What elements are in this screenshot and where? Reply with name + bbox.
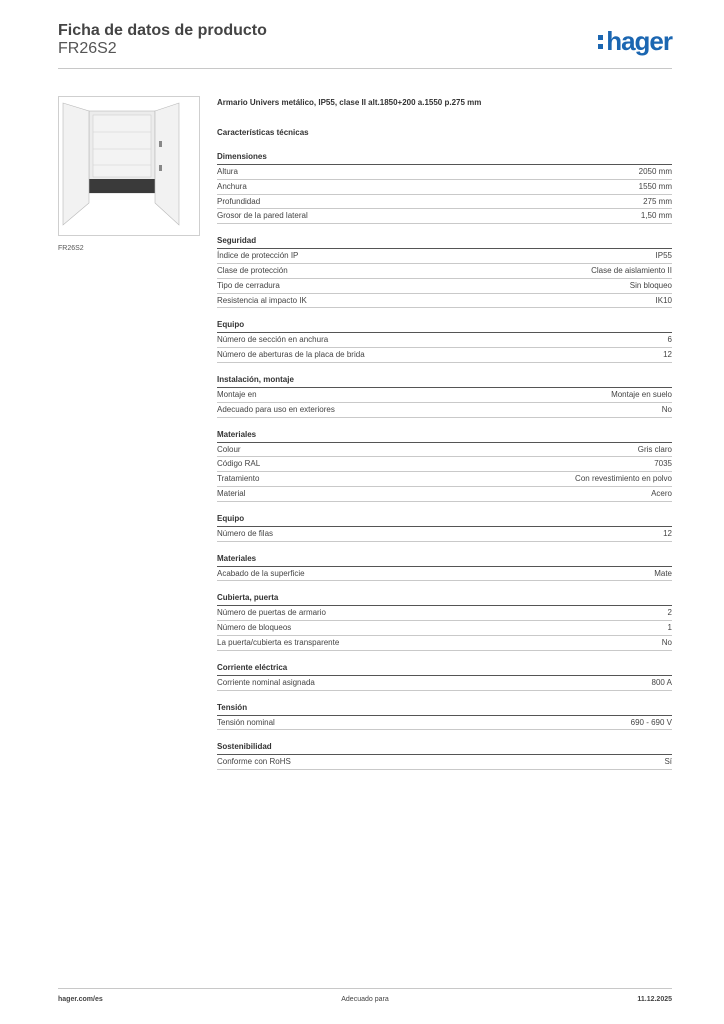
spec-row: [217, 195, 672, 210]
spec-sections: [217, 150, 672, 770]
spec-value: 2: [667, 608, 672, 618]
spec-row: [217, 457, 672, 472]
header-divider: [58, 68, 672, 69]
spec-row: [217, 403, 672, 418]
spec-label: Altura: [217, 167, 238, 176]
spec-row: [217, 443, 672, 458]
section-title: Materiales: [217, 428, 672, 443]
spec-value: 690 - 690 V: [630, 717, 672, 727]
image-caption: FR26S2: [58, 245, 84, 252]
spec-value: Gris claro: [637, 444, 672, 454]
spec-value: 12: [663, 528, 672, 538]
technical-characteristics-heading: Características técnicas: [217, 128, 309, 137]
spec-row: [217, 294, 672, 309]
spec-value: 1550 mm: [638, 181, 672, 191]
spec-value: Mate: [654, 568, 672, 578]
spec-value: 1,50 mm: [640, 211, 672, 221]
section-title: Cubierta, puerta: [217, 591, 672, 606]
spec-row: [217, 606, 672, 621]
spec-label: Profundidad: [217, 196, 261, 206]
product-code: FR26S2: [58, 40, 117, 57]
spec-row: [217, 388, 672, 403]
spec-label: Tratamiento: [217, 474, 260, 484]
spec-row: [217, 333, 672, 348]
cabinet-illustration-icon: [59, 97, 199, 235]
section-title: Seguridad: [217, 234, 672, 249]
spec-label: Conforme con RoHS: [217, 757, 291, 767]
spec-row: [217, 527, 672, 542]
spec-label: Adecuado para uso en exteriores: [217, 404, 335, 414]
section-title: Materiales: [217, 552, 672, 567]
spec-label: Código RAL: [217, 459, 261, 469]
section-title: Instalación, montaje: [217, 373, 672, 388]
spec-row: [217, 621, 672, 636]
spec-value: Sin bloqueo: [629, 280, 672, 290]
spec-label: Tensión nominal: [217, 717, 275, 727]
spec-label: Colour: [217, 444, 241, 454]
spec-row: [217, 264, 672, 279]
spec-section: [217, 591, 672, 650]
page-header: [58, 22, 672, 70]
spec-section: [217, 150, 672, 224]
spec-label: Número de bloqueos: [217, 623, 292, 633]
spec-section: [217, 318, 672, 363]
spec-row: [217, 472, 672, 487]
logo-dots-icon: [598, 33, 604, 51]
spec-label: Material: [217, 488, 246, 498]
spec-label: Número de puertas de armario: [217, 608, 326, 618]
spec-value: IK10: [655, 295, 672, 305]
spec-label: Tipo de cerradura: [217, 280, 280, 290]
spec-row: [217, 676, 672, 691]
section-title: Dimensiones: [217, 150, 672, 165]
spec-row: [217, 716, 672, 731]
spec-value: No: [661, 404, 672, 414]
spec-label: La puerta/cubierta es transparente: [217, 637, 340, 647]
spec-label: Clase de protección: [217, 265, 288, 275]
spec-value: Acero: [651, 488, 672, 498]
spec-label: Número de sección en anchura: [217, 335, 329, 345]
spec-section: [217, 512, 672, 542]
spec-row: [217, 209, 672, 224]
spec-value: IP55: [655, 251, 672, 261]
product-description: Armario Univers metálico, IP55, clase II alt.1850+200 a.1550 p.275 mm: [217, 98, 482, 107]
footer-date: 11.12.2025: [637, 996, 672, 1003]
spec-row: [217, 348, 672, 363]
spec-label: Anchura: [217, 181, 247, 191]
section-title: Equipo: [217, 318, 672, 333]
section-title: Corriente eléctrica: [217, 661, 672, 676]
spec-value: Clase de aislamiento II: [591, 265, 672, 275]
spec-value: 6: [667, 335, 672, 345]
spec-label: Montaje en: [217, 389, 257, 399]
spec-row: [217, 279, 672, 294]
spec-section: [217, 552, 672, 582]
spec-row: [217, 567, 672, 582]
spec-row: [217, 755, 672, 770]
spec-label: Acabado de la superficie: [217, 568, 305, 578]
spec-label: Número de aberturas de la placa de brida: [217, 350, 365, 360]
spec-content: [217, 96, 672, 770]
product-image: [58, 96, 200, 236]
section-title: Sostenibilidad: [217, 740, 672, 755]
section-title: Tensión: [217, 701, 672, 716]
spec-row: [217, 636, 672, 651]
spec-label: Resistencia al impacto IK: [217, 295, 307, 305]
spec-label: Índice de protección IP: [217, 251, 299, 261]
footer-note: Adecuado para: [341, 996, 389, 1003]
spec-row: [217, 165, 672, 180]
spec-value: 2050 mm: [638, 167, 672, 176]
spec-section: [217, 428, 672, 502]
spec-section: [217, 234, 672, 308]
spec-section: [217, 740, 672, 770]
spec-value: 12: [663, 350, 672, 360]
section-title: Equipo: [217, 512, 672, 527]
spec-value: Con revestimiento en polvo: [575, 474, 672, 484]
spec-row: [217, 487, 672, 502]
spec-label: Corriente nominal asignada: [217, 677, 315, 687]
spec-value: 1: [667, 623, 672, 633]
spec-value: Montaje en suelo: [611, 389, 672, 399]
spec-row: [217, 249, 672, 264]
spec-value: Sí: [664, 757, 672, 767]
spec-label: Número de filas: [217, 528, 274, 538]
spec-label: Grosor de la pared lateral: [217, 211, 308, 221]
spec-section: [217, 701, 672, 731]
spec-value: 275 mm: [643, 196, 672, 206]
spec-value: 7035: [654, 459, 672, 469]
spec-value: No: [661, 637, 672, 647]
footer-divider: [58, 988, 672, 989]
hager-logo: [598, 26, 672, 57]
spec-section: [217, 661, 672, 691]
page-title: Ficha de datos de producto: [58, 22, 267, 39]
spec-section: [217, 373, 672, 418]
spec-row: [217, 180, 672, 195]
spec-value: 800 A: [651, 677, 672, 687]
logo-text: hager: [606, 26, 672, 56]
footer-website: hager.com/es: [58, 996, 103, 1003]
